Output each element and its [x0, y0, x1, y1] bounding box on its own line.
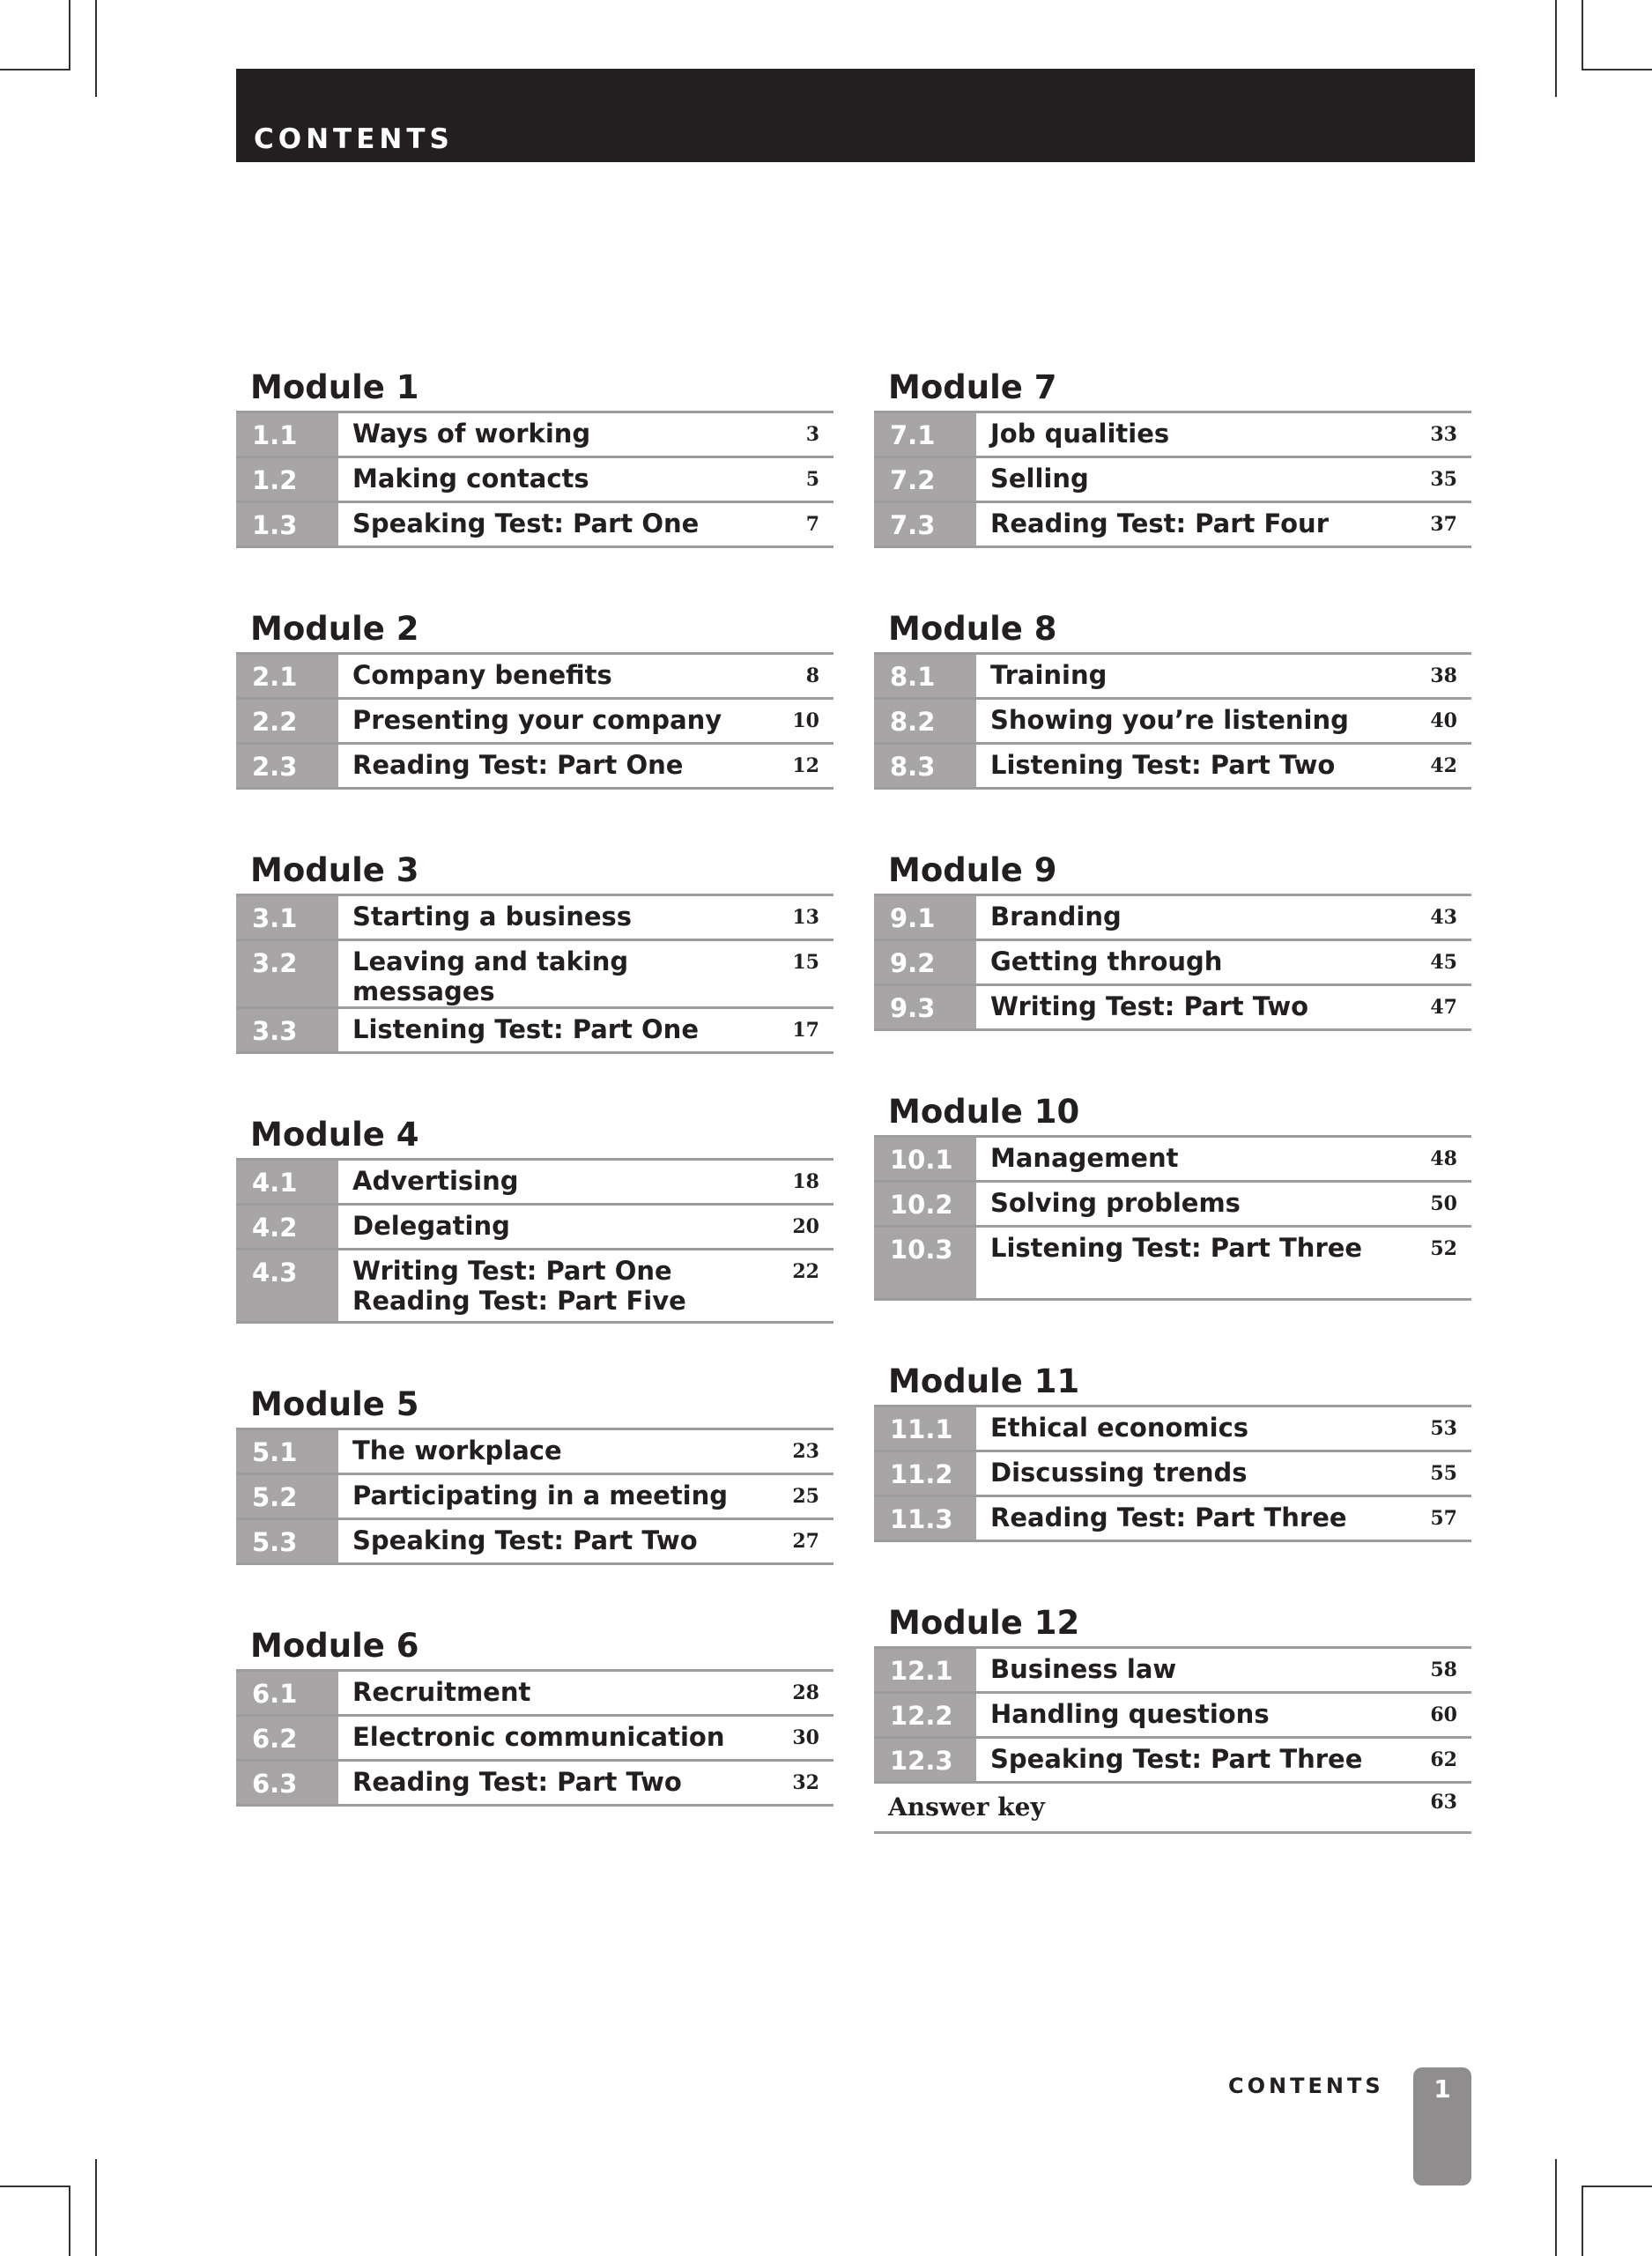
unit-page-number: 40: [1430, 709, 1457, 732]
unit-page-number: 27: [792, 1530, 819, 1553]
module-section: [874, 606, 1471, 790]
unit-page-number: 17: [792, 1019, 819, 1042]
module-section: [236, 1382, 833, 1565]
unit-title-line: Branding: [990, 902, 1122, 931]
unit-title: [976, 1694, 1404, 1736]
unit-number: 5.2: [236, 1475, 338, 1518]
unit-title: [976, 1452, 1404, 1495]
unit-title: [338, 941, 767, 1006]
crop-mark: [1555, 0, 1557, 97]
module-section: [236, 848, 833, 1054]
unit-number: 7.1: [874, 413, 976, 456]
unit-row: [236, 1672, 833, 1717]
unit-title: [338, 655, 767, 697]
unit-title-line: Handling questions: [990, 1699, 1270, 1729]
module-title: Module 2: [236, 606, 833, 655]
page-title: CONTENTS: [254, 123, 454, 155]
module-title: Module 12: [874, 1600, 1471, 1649]
module-section: [874, 1600, 1471, 1784]
unit-title: [976, 458, 1404, 501]
unit-row: [874, 1407, 1471, 1452]
unit-page-number: 42: [1430, 754, 1457, 777]
module-section: [874, 1359, 1471, 1542]
unit-page-number: 35: [1430, 468, 1457, 491]
unit-number: 9.2: [874, 941, 976, 983]
unit-row: [874, 745, 1471, 790]
unit-row: [874, 986, 1471, 1031]
unit-title: [976, 503, 1404, 545]
unit-number: 2.1: [236, 655, 338, 697]
unit-page-number: 10: [792, 709, 819, 732]
unit-page-number: 22: [792, 1260, 819, 1283]
unit-row: [236, 1250, 833, 1324]
unit-number: 7.2: [874, 458, 976, 501]
unit-title-line: Selling: [990, 464, 1089, 494]
unit-row: [236, 503, 833, 548]
unit-number: 3.2: [236, 941, 338, 1006]
unit-number: 3.1: [236, 896, 338, 939]
unit-title-line: Delegating: [352, 1211, 510, 1241]
unit-title-line: Recruitment: [352, 1677, 531, 1707]
unit-row: [236, 1520, 833, 1565]
unit-title-line: Listening Test: Part Three: [990, 1233, 1363, 1263]
unit-number: 5.1: [236, 1430, 338, 1473]
crop-mark: [0, 2186, 70, 2187]
unit-row: [236, 1161, 833, 1206]
unit-title: [976, 1739, 1404, 1781]
unit-row: [874, 1138, 1471, 1183]
unit-row: [236, 1762, 833, 1807]
module-section: [236, 365, 833, 548]
module-title: Module 4: [236, 1112, 833, 1161]
unit-title-line: Starting a business: [352, 902, 633, 931]
unit-row: [874, 941, 1471, 986]
unit-title-line: Writing Test: Part One: [352, 1256, 672, 1286]
unit-number: 8.2: [874, 700, 976, 742]
unit-page-number: 7: [805, 513, 819, 536]
crop-mark: [1582, 0, 1583, 70]
unit-row: [236, 1206, 833, 1250]
unit-title-line: Ways of working: [352, 419, 591, 449]
unit-title: [976, 1649, 1404, 1691]
unit-title-line: Listening Test: Part Two: [990, 750, 1336, 780]
unit-number: 4.2: [236, 1206, 338, 1248]
module-title: Module 1: [236, 365, 833, 413]
unit-title: [338, 1430, 767, 1473]
unit-number: 3.3: [236, 1009, 338, 1051]
unit-number: 6.2: [236, 1717, 338, 1759]
unit-row: [874, 700, 1471, 745]
unit-title-line: Participating in a meeting: [352, 1480, 729, 1510]
contents-column-left: [236, 365, 833, 1865]
unit-number: 2.2: [236, 700, 338, 742]
module-section: [874, 1089, 1471, 1301]
unit-title: [976, 986, 1404, 1028]
unit-title: [338, 1520, 767, 1562]
unit-title-line: Electronic communication: [352, 1722, 725, 1752]
module-title: Module 11: [874, 1359, 1471, 1407]
module-section: [236, 1623, 833, 1807]
unit-page-number: 23: [792, 1440, 819, 1463]
unit-page-number: 8: [805, 664, 819, 687]
unit-page-number: 62: [1430, 1748, 1457, 1771]
unit-number: 11.1: [874, 1407, 976, 1450]
unit-title: [338, 1009, 767, 1051]
module-title: Module 3: [236, 848, 833, 896]
unit-number: 8.3: [874, 745, 976, 787]
module-title: Module 9: [874, 848, 1471, 896]
unit-row: [236, 458, 833, 503]
unit-title: [338, 503, 767, 545]
unit-title: [338, 1762, 767, 1804]
unit-row: [236, 896, 833, 941]
unit-row: [236, 941, 833, 1009]
crop-mark: [69, 2186, 70, 2256]
unit-title: [338, 745, 767, 787]
unit-title: [338, 1672, 767, 1714]
unit-number: 4.1: [236, 1161, 338, 1203]
unit-title: [976, 1183, 1404, 1225]
unit-row: [874, 655, 1471, 700]
module-title: Module 6: [236, 1623, 833, 1672]
unit-page-number: 5: [805, 468, 819, 491]
crop-mark: [95, 2159, 97, 2256]
answer-key-row: [874, 1784, 1471, 1834]
unit-title-line: Presenting your company: [352, 705, 722, 735]
module-title: Module 8: [874, 606, 1471, 655]
unit-page-number: 43: [1430, 906, 1457, 929]
unit-row: [874, 1649, 1471, 1694]
unit-row: [874, 1694, 1471, 1739]
unit-page-number: 50: [1430, 1192, 1457, 1215]
unit-title: [976, 941, 1404, 983]
crop-mark: [69, 0, 70, 70]
crop-mark: [95, 0, 97, 97]
unit-row: [874, 1497, 1471, 1542]
unit-page-number: 25: [792, 1485, 819, 1508]
unit-title-line: Company benefits: [352, 660, 612, 690]
unit-row: [236, 1009, 833, 1054]
unit-number: 9.1: [874, 896, 976, 939]
crop-mark: [1582, 2186, 1583, 2256]
unit-title-line: Solving problems: [990, 1188, 1241, 1218]
unit-title-line: Training: [990, 660, 1108, 690]
unit-number: 4.3: [236, 1250, 338, 1321]
unit-page-number: 15: [792, 951, 819, 974]
unit-title-line: Speaking Test: Part One: [352, 508, 700, 538]
unit-page-number: 3: [805, 423, 819, 446]
unit-title-line: Discussing trends: [990, 1458, 1248, 1488]
unit-page-number: 13: [792, 906, 819, 929]
unit-number: 8.1: [874, 655, 976, 697]
unit-page-number: 53: [1430, 1417, 1457, 1440]
unit-number: 12.1: [874, 1649, 976, 1691]
module-section: [874, 848, 1471, 1031]
unit-title: [976, 896, 1404, 939]
page-number: 1: [1433, 2074, 1451, 2104]
unit-number: 2.3: [236, 745, 338, 787]
unit-page-number: 32: [792, 1771, 819, 1794]
answer-key-label: Answer key: [888, 1792, 1045, 1822]
unit-number: 6.1: [236, 1672, 338, 1714]
unit-number: 5.3: [236, 1520, 338, 1562]
unit-title: [976, 1497, 1404, 1540]
unit-number: 10.2: [874, 1183, 976, 1225]
contents-column-right: [874, 365, 1471, 1834]
unit-title-line: Reading Test: Part Three: [990, 1503, 1347, 1532]
unit-row: [236, 413, 833, 458]
crop-mark: [0, 69, 70, 70]
module-section: [874, 365, 1471, 548]
unit-page-number: 52: [1430, 1237, 1457, 1260]
unit-row: [236, 1475, 833, 1520]
unit-page-number: 20: [792, 1215, 819, 1238]
unit-title: [338, 1161, 767, 1203]
unit-row: [874, 458, 1471, 503]
unit-title: [976, 1138, 1404, 1180]
unit-title-line: Writing Test: Part Two: [990, 991, 1309, 1021]
unit-number: 11.2: [874, 1452, 976, 1495]
unit-row: [874, 413, 1471, 458]
crop-mark: [1582, 69, 1652, 70]
unit-title: [976, 745, 1404, 787]
answer-key-page-number: 63: [1430, 1791, 1457, 1814]
unit-row: [874, 1183, 1471, 1228]
unit-page-number: 37: [1430, 513, 1457, 536]
unit-title-line: Business law: [990, 1654, 1177, 1684]
module-title: Module 7: [874, 365, 1471, 413]
unit-title-line: Speaking Test: Part Three: [990, 1744, 1363, 1774]
unit-number: 12.2: [874, 1694, 976, 1736]
unit-title: [338, 1475, 767, 1518]
module-section: [236, 606, 833, 790]
unit-page-number: 47: [1430, 996, 1457, 1019]
unit-title-line: Reading Test: Part Four: [990, 508, 1329, 538]
module-section: [236, 1112, 833, 1324]
crop-mark: [1555, 2159, 1557, 2256]
unit-page-number: 33: [1430, 423, 1457, 446]
unit-title: [338, 1206, 767, 1248]
unit-page-number: 30: [792, 1726, 819, 1749]
unit-number: 10.3: [874, 1228, 976, 1298]
unit-number: 1.2: [236, 458, 338, 501]
unit-title-line: Ethical economics: [990, 1413, 1249, 1443]
unit-title-line: Advertising: [352, 1166, 519, 1196]
unit-title: [976, 413, 1404, 456]
unit-title-line: Reading Test: Part Two: [352, 1767, 682, 1797]
unit-title-line: Leaving and taking messages: [352, 946, 629, 1006]
crop-mark: [1582, 2186, 1652, 2187]
unit-title: [976, 655, 1404, 697]
unit-row: [874, 1739, 1471, 1784]
unit-title-line: Getting through: [990, 946, 1223, 976]
unit-title-line: Showing you’re listening: [990, 705, 1349, 735]
unit-title-line: Listening Test: Part One: [352, 1014, 699, 1044]
unit-number: 10.1: [874, 1138, 976, 1180]
unit-page-number: 18: [792, 1170, 819, 1193]
unit-title: [338, 1250, 767, 1321]
unit-title: [976, 700, 1404, 742]
unit-row: [874, 1228, 1471, 1301]
module-title: Module 10: [874, 1089, 1471, 1138]
header-bar: [236, 69, 1475, 162]
unit-number: 6.3: [236, 1762, 338, 1804]
unit-title: [338, 413, 767, 456]
unit-row: [874, 503, 1471, 548]
unit-title: [338, 700, 767, 742]
unit-title: [338, 458, 767, 501]
module-title: Module 5: [236, 1382, 833, 1430]
unit-title-line: Management: [990, 1143, 1179, 1173]
unit-title-line: The workplace: [352, 1436, 562, 1466]
unit-title: [338, 1717, 767, 1759]
unit-page-number: 38: [1430, 664, 1457, 687]
unit-page-number: 48: [1430, 1147, 1457, 1170]
unit-row: [874, 896, 1471, 941]
unit-number: 12.3: [874, 1739, 976, 1781]
unit-number: 11.3: [874, 1497, 976, 1540]
unit-title-line: Making contacts: [352, 464, 589, 494]
unit-page-number: 28: [792, 1681, 819, 1704]
unit-row: [874, 1452, 1471, 1497]
unit-title: [976, 1228, 1404, 1298]
unit-page-number: 58: [1430, 1659, 1457, 1681]
unit-page-number: 60: [1430, 1703, 1457, 1726]
unit-title-line: Job qualities: [990, 419, 1170, 449]
unit-number: 9.3: [874, 986, 976, 1028]
unit-page-number: 12: [792, 754, 819, 777]
unit-title-line: Reading Test: Part Five: [352, 1286, 686, 1316]
unit-row: [236, 1717, 833, 1762]
footer-section-label: CONTENTS: [1228, 2074, 1384, 2098]
unit-page-number: 55: [1430, 1462, 1457, 1485]
unit-row: [236, 1430, 833, 1475]
unit-number: 7.3: [874, 503, 976, 545]
unit-title: [338, 896, 767, 939]
unit-title-line: Speaking Test: Part Two: [352, 1525, 698, 1555]
unit-row: [236, 655, 833, 700]
page-number-tab: [1413, 2067, 1471, 2186]
unit-number: 1.1: [236, 413, 338, 456]
unit-row: [236, 745, 833, 790]
unit-page-number: 45: [1430, 951, 1457, 974]
unit-row: [236, 700, 833, 745]
unit-title: [976, 1407, 1404, 1450]
unit-title-line: Reading Test: Part One: [352, 750, 684, 780]
unit-number: 1.3: [236, 503, 338, 545]
unit-page-number: 57: [1430, 1507, 1457, 1530]
